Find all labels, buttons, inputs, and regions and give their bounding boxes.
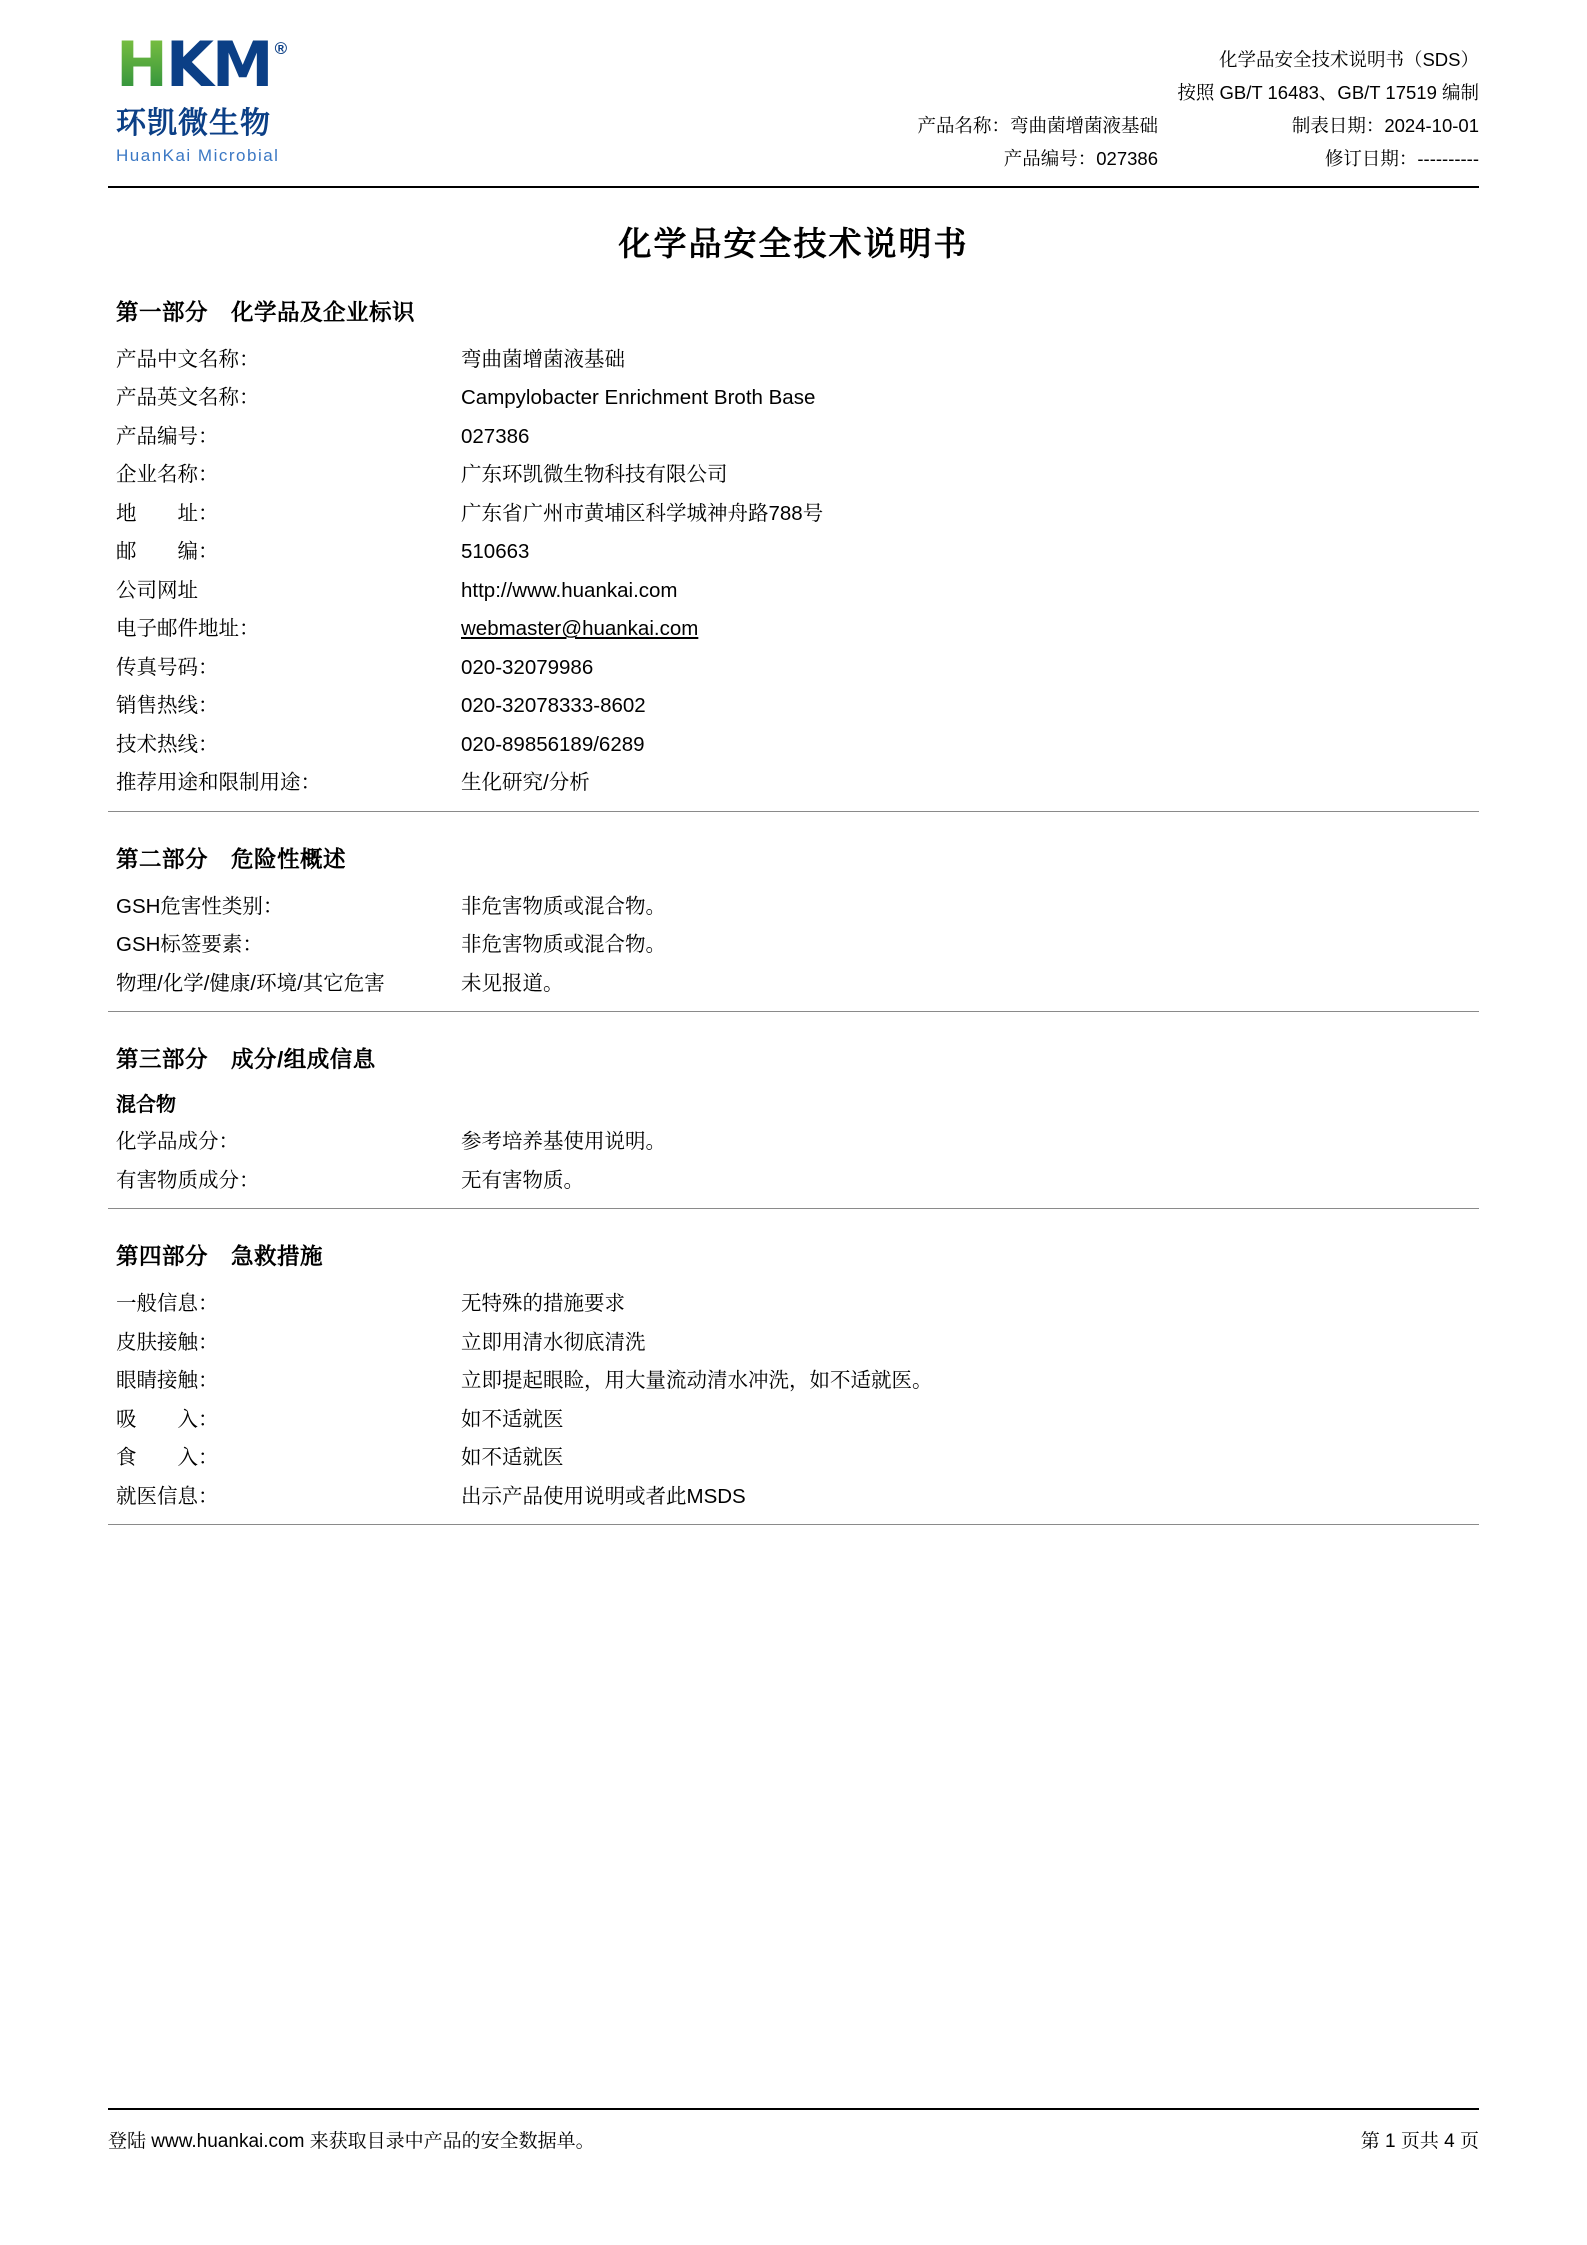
table-row bbox=[108, 965, 1479, 1004]
sds-label: 化学品安全技术说明书（SDS） bbox=[1218, 49, 1479, 70]
row-value: 如不适就医 bbox=[461, 1407, 564, 1431]
table-row bbox=[108, 610, 1479, 649]
row-value: 无有害物质。 bbox=[461, 1168, 584, 1192]
product-name-label: 产品名称： bbox=[917, 114, 1010, 136]
row-label: 有害物质成分： bbox=[116, 1168, 260, 1192]
document-footer bbox=[108, 2108, 1479, 2153]
row-label: 化学品成分： bbox=[116, 1130, 239, 1154]
table-row bbox=[108, 572, 1479, 611]
table-row bbox=[108, 341, 1479, 380]
table-row bbox=[108, 649, 1479, 688]
row-label: 企业名称： bbox=[116, 463, 219, 487]
product-name-value: 弯曲菌增菌液基础 bbox=[1009, 114, 1158, 136]
section3-title: 第三部分 成分/组成信息 bbox=[116, 1047, 376, 1073]
logo-wordmark bbox=[116, 28, 436, 101]
section3-divider bbox=[108, 1208, 1479, 1209]
logo-letters-km: KM bbox=[165, 28, 272, 101]
row-value: 参考培养基使用说明。 bbox=[461, 1130, 666, 1154]
row-label: 销售热线： bbox=[116, 694, 219, 718]
table-row bbox=[108, 926, 1479, 965]
row-label: 地 址： bbox=[116, 501, 219, 525]
section-first-aid-measures bbox=[108, 1239, 1479, 1525]
table-row bbox=[108, 1162, 1479, 1201]
row-label: GSH危害性类别： bbox=[116, 894, 284, 918]
made-date-cell bbox=[1214, 110, 1479, 143]
footer-content bbox=[108, 2126, 1479, 2153]
row-label: 邮 编： bbox=[116, 540, 219, 564]
footer-note: 登陆 www.huankai.com 来获取目录中产品的安全数据单。 bbox=[108, 2131, 595, 2152]
section2-divider bbox=[108, 1011, 1479, 1012]
product-code-cell bbox=[1004, 143, 1158, 176]
section4-rows bbox=[108, 1285, 1479, 1516]
table-row bbox=[108, 533, 1479, 572]
section2-rows bbox=[108, 888, 1479, 1004]
row-value: 广东省广州市黄埔区科学城神舟路788号 bbox=[461, 501, 824, 525]
row-label: 物理/化学/健康/环境/其它危害 bbox=[116, 971, 385, 995]
row-label: 眼睛接触： bbox=[116, 1369, 219, 1393]
made-date-value: 2024-10-01 bbox=[1384, 114, 1479, 136]
row-value: 020-32079986 bbox=[461, 655, 594, 679]
revise-date-label: 修订日期： bbox=[1324, 147, 1418, 169]
row-label: 产品编号： bbox=[116, 424, 219, 448]
section1-title: 第一部分 化学品及企业标识 bbox=[116, 299, 416, 325]
product-code-value: 027386 bbox=[1096, 147, 1158, 169]
row-value: 生化研究/分析 bbox=[461, 771, 590, 795]
table-row bbox=[108, 1401, 1479, 1440]
section2-title: 第二部分 危险性概述 bbox=[116, 846, 347, 872]
product-code-row bbox=[839, 143, 1479, 176]
page-number: 第 1 页共 4 页 bbox=[1360, 2131, 1479, 2152]
table-row bbox=[108, 1285, 1479, 1324]
table-row bbox=[108, 456, 1479, 495]
row-label: GSH标签要素： bbox=[116, 933, 263, 957]
row-value: 立即提起眼睑，用大量流动清水冲洗，如不适就医。 bbox=[461, 1369, 933, 1393]
header-divider bbox=[108, 186, 1479, 188]
row-label: 产品中文名称： bbox=[116, 347, 260, 371]
product-name-cell bbox=[917, 110, 1158, 143]
table-row bbox=[108, 1324, 1479, 1363]
row-value: 020-32078333-8602 bbox=[461, 694, 646, 718]
section3-subtitle: 混合物 bbox=[116, 1094, 176, 1117]
row-value: 出示产品使用说明或者此MSDS bbox=[461, 1484, 746, 1508]
standard-line: 按照 GB/T 16483、GB/T 17519 编制 bbox=[1177, 81, 1479, 103]
table-row bbox=[108, 379, 1479, 418]
product-code-label: 产品编号： bbox=[1003, 147, 1097, 169]
section4-divider bbox=[108, 1524, 1479, 1525]
section3-rows bbox=[108, 1123, 1479, 1200]
row-label: 公司网址 bbox=[116, 578, 198, 602]
logo-chinese-name: 环凯微生物 bbox=[116, 107, 271, 140]
section-composition-information bbox=[108, 1042, 1479, 1209]
company-logo bbox=[108, 28, 436, 166]
table-row bbox=[108, 1478, 1479, 1517]
row-label: 皮肤接触： bbox=[116, 1330, 219, 1354]
section4-title: 第四部分 急救措施 bbox=[116, 1244, 324, 1270]
registered-mark-icon: ® bbox=[274, 39, 286, 58]
page-title: 化学品安全技术说明书 bbox=[618, 224, 969, 262]
section-hazards-identification bbox=[108, 842, 1479, 1013]
row-value: 如不适就医 bbox=[461, 1446, 564, 1470]
row-value: 非危害物质或混合物。 bbox=[461, 933, 666, 957]
email-text: webmaster@huankai.com bbox=[461, 617, 699, 641]
company-website-text: http://www.huankai.com bbox=[461, 578, 678, 602]
row-value: 027386 bbox=[461, 424, 530, 448]
row-value: 020-89856189/6289 bbox=[461, 732, 645, 756]
header-meta bbox=[839, 34, 1479, 176]
row-value: 未见报道。 bbox=[461, 971, 564, 995]
row-label: 电子邮件地址： bbox=[116, 617, 260, 641]
table-row bbox=[108, 764, 1479, 803]
table-row bbox=[108, 495, 1479, 534]
row-value: 广东环凯微生物科技有限公司 bbox=[461, 463, 728, 487]
logo-letter-h: H bbox=[116, 28, 166, 101]
row-value: 立即用清水彻底清洗 bbox=[461, 1330, 646, 1354]
logo-english-name: HuanKai Microbial bbox=[116, 146, 280, 165]
table-row bbox=[108, 888, 1479, 927]
revise-date-value: ---------- bbox=[1417, 147, 1479, 169]
email-link[interactable] bbox=[461, 619, 1479, 640]
row-value: 510663 bbox=[461, 540, 530, 564]
table-row bbox=[108, 1362, 1479, 1401]
company-website-link[interactable] bbox=[461, 578, 1479, 602]
section-chemical-and-company-identification bbox=[108, 295, 1479, 812]
made-date-label: 制表日期： bbox=[1291, 114, 1385, 136]
row-label: 就医信息： bbox=[116, 1484, 219, 1508]
section1-rows bbox=[108, 341, 1479, 803]
row-value: 非危害物质或混合物。 bbox=[461, 894, 666, 918]
table-row bbox=[108, 1439, 1479, 1478]
row-label: 食 入： bbox=[116, 1446, 219, 1470]
row-label: 一般信息： bbox=[116, 1292, 219, 1316]
revise-date-cell bbox=[1214, 143, 1479, 176]
table-row bbox=[108, 418, 1479, 457]
section1-divider bbox=[108, 811, 1479, 812]
table-row bbox=[108, 726, 1479, 765]
row-value: Campylobacter Enrichment Broth Base bbox=[461, 386, 816, 410]
table-row bbox=[108, 1123, 1479, 1162]
row-label: 吸 入： bbox=[116, 1407, 219, 1431]
row-label: 技术热线： bbox=[116, 732, 219, 756]
footer-divider bbox=[108, 2108, 1479, 2110]
row-label: 产品英文名称： bbox=[116, 386, 260, 410]
row-value: 弯曲菌增菌液基础 bbox=[461, 347, 625, 371]
product-name-row bbox=[839, 110, 1479, 143]
table-row bbox=[108, 687, 1479, 726]
row-label: 推荐用途和限制用途： bbox=[116, 771, 321, 795]
document-header bbox=[108, 0, 1479, 176]
row-label: 传真号码： bbox=[116, 655, 219, 679]
row-value: 无特殊的措施要求 bbox=[461, 1292, 625, 1316]
